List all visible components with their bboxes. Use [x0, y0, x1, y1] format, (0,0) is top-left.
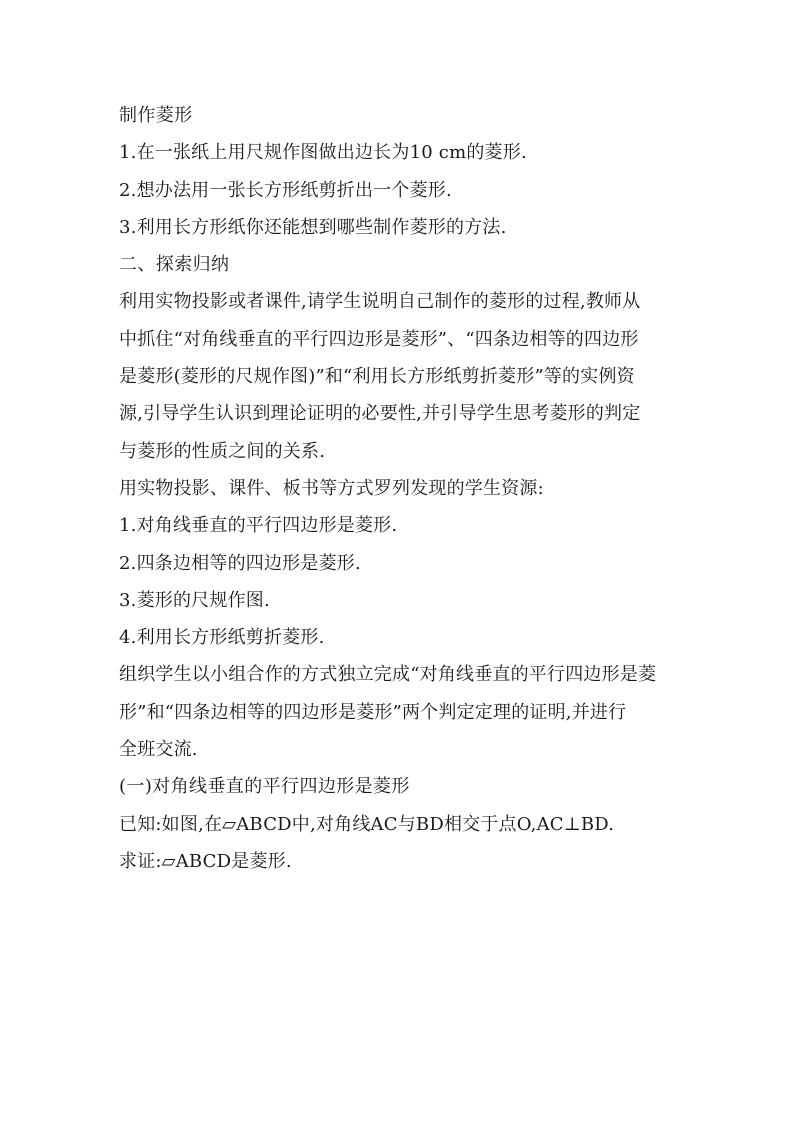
paragraph-line: 与菱形的性质之间的关系.: [119, 440, 326, 462]
subsection-title: (一)对角线垂直的平行四边形是菱形: [119, 776, 410, 798]
document-body: [119, 100, 689, 883]
prove-statement: 求证:▱ABCD是菱形.: [119, 850, 292, 872]
resource-item-4: 4.利用长方形纸剪折菱形.: [119, 627, 325, 649]
paragraph-line: 中抓住“对角线垂直的平行四边形是菱形”、“四条边相等的四边形: [119, 328, 639, 350]
task-item-2: 2.想办法用一张长方形纸剪折出一个菱形.: [119, 179, 452, 201]
paragraph-line: 用实物投影、课件、板书等方式罗列发现的学生资源:: [119, 477, 544, 499]
section-title-explore: 二、探索归纳: [119, 254, 230, 276]
task-item-1: 1.在一张纸上用尺规作图做出边长为10 cm的菱形.: [119, 142, 527, 164]
given-statement: 已知:如图,在▱ABCD中,对角线AC与BD相交于点O,AC⊥BD.: [119, 813, 615, 835]
paragraph-line: 组织学生以小组合作的方式独立完成“对角线垂直的平行四边形是菱: [119, 664, 657, 686]
paragraph-line: 源,引导学生认识到理论证明的必要性,并引导学生思考菱形的判定: [119, 403, 641, 425]
resource-item-1: 1.对角线垂直的平行四边形是菱形.: [119, 515, 398, 537]
paragraph-line: 利用实物投影或者课件,请学生说明自己制作的菱形的过程,教师从: [119, 291, 641, 313]
task-item-3: 3.利用长方形纸你还能想到哪些制作菱形的方法.: [119, 216, 507, 238]
paragraph-line: 全班交流.: [119, 739, 198, 761]
paragraph-line: 形”和“四条边相等的四边形是菱形”两个判定定理的证明,并进行: [119, 701, 627, 723]
resource-item-3: 3.菱形的尺规作图.: [119, 589, 270, 611]
paragraph-line: 是菱形(菱形的尺规作图)”和“利用长方形纸剪折菱形”等的实例资: [119, 366, 635, 388]
resource-item-2: 2.四条边相等的四边形是菱形.: [119, 552, 361, 574]
section-title-make-rhombus: 制作菱形: [119, 105, 193, 126]
